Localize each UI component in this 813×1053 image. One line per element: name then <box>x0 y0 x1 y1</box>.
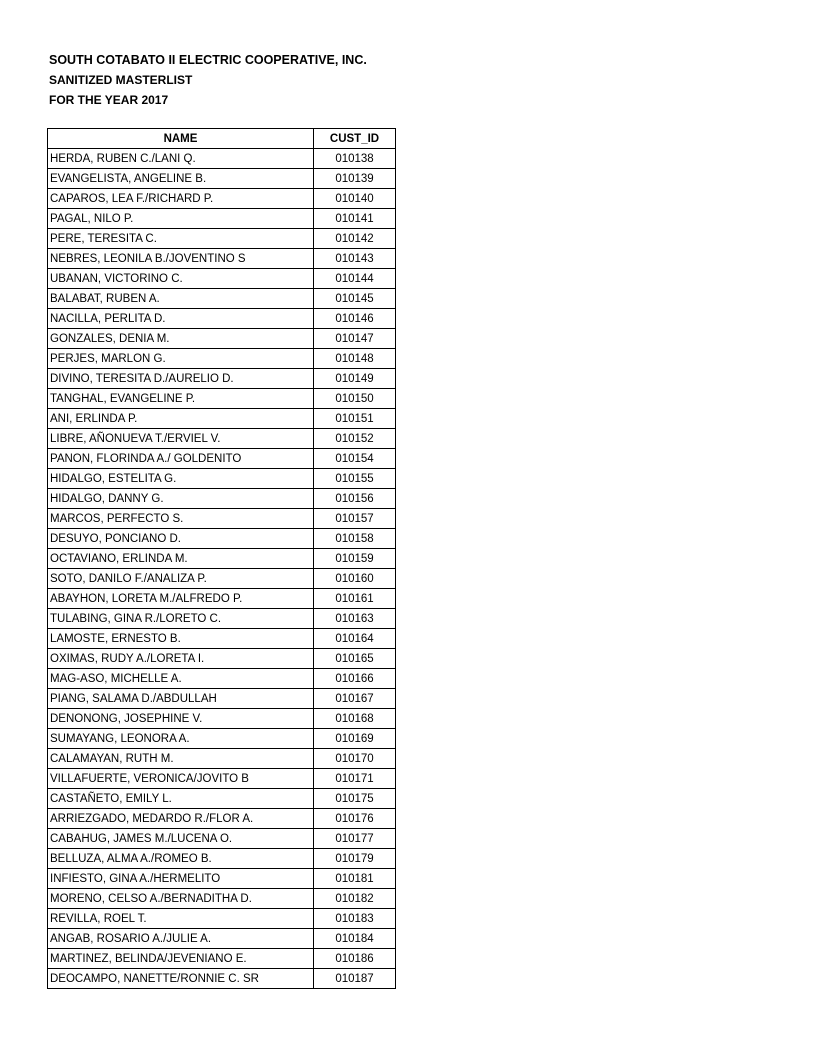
table-row <box>48 349 396 369</box>
cust-id-cell: 010144 <box>314 269 396 289</box>
table-row <box>48 689 396 709</box>
table-row <box>48 869 396 889</box>
masterlist-table <box>47 128 396 989</box>
name-cell: PANON, FLORINDA A./ GOLDENITO <box>48 449 314 469</box>
name-cell: PERE, TERESITA C. <box>48 229 314 249</box>
name-cell: DENONONG, JOSEPHINE V. <box>48 709 314 729</box>
name-cell: HIDALGO, ESTELITA G. <box>48 469 314 489</box>
table-row <box>48 249 396 269</box>
cust-id-cell: 010171 <box>314 769 396 789</box>
cust-id-cell: 010155 <box>314 469 396 489</box>
cust-id-cell: 010183 <box>314 909 396 929</box>
cust-id-cell: 010167 <box>314 689 396 709</box>
table-row <box>48 529 396 549</box>
name-cell: GONZALES, DENIA M. <box>48 329 314 349</box>
cust-id-cell: 010148 <box>314 349 396 369</box>
table-row <box>48 789 396 809</box>
table-row <box>48 809 396 829</box>
table-row <box>48 909 396 929</box>
table-row <box>48 709 396 729</box>
cust-id-cell: 010184 <box>314 929 396 949</box>
table-row <box>48 589 396 609</box>
cust-id-cell: 010138 <box>314 149 396 169</box>
cust-id-cell: 010175 <box>314 789 396 809</box>
table-row <box>48 629 396 649</box>
name-cell: PERJES, MARLON G. <box>48 349 314 369</box>
cust-id-cell: 010154 <box>314 449 396 469</box>
table-row <box>48 369 396 389</box>
name-cell: UBANAN, VICTORINO C. <box>48 269 314 289</box>
cust-id-cell: 010163 <box>314 609 396 629</box>
table-row <box>48 289 396 309</box>
table-row <box>48 509 396 529</box>
name-cell: NEBRES, LEONILA B./JOVENTINO S <box>48 249 314 269</box>
table-row <box>48 669 396 689</box>
name-cell: REVILLA, ROEL T. <box>48 909 314 929</box>
table-row <box>48 169 396 189</box>
name-cell: MARTINEZ, BELINDA/JEVENIANO E. <box>48 949 314 969</box>
cust-id-cell: 010147 <box>314 329 396 349</box>
cust-id-cell: 010168 <box>314 709 396 729</box>
document-header <box>49 50 367 110</box>
cust-id-cell: 010165 <box>314 649 396 669</box>
cust-id-cell: 010142 <box>314 229 396 249</box>
cust-id-cell: 010146 <box>314 309 396 329</box>
table-row <box>48 829 396 849</box>
cust-id-cell: 010139 <box>314 169 396 189</box>
name-cell: CABAHUG, JAMES M./LUCENA O. <box>48 829 314 849</box>
name-cell: LIBRE, AÑONUEVA T./ERVIEL V. <box>48 429 314 449</box>
name-cell: DEOCAMPO, NANETTE/RONNIE C. SR <box>48 969 314 989</box>
name-cell: CAPAROS, LEA F./RICHARD P. <box>48 189 314 209</box>
name-cell: EVANGELISTA, ANGELINE B. <box>48 169 314 189</box>
table-body <box>48 149 396 989</box>
table-row <box>48 929 396 949</box>
table-row <box>48 889 396 909</box>
cust-id-cell: 010149 <box>314 369 396 389</box>
table-row <box>48 449 396 469</box>
table-row <box>48 229 396 249</box>
name-cell: CASTAÑETO, EMILY L. <box>48 789 314 809</box>
name-cell: INFIESTO, GINA A./HERMELITO <box>48 869 314 889</box>
name-cell: MORENO, CELSO A./BERNADITHA D. <box>48 889 314 909</box>
table-header-row <box>48 129 396 149</box>
cust-id-cell: 010150 <box>314 389 396 409</box>
name-cell: SUMAYANG, LEONORA A. <box>48 729 314 749</box>
cust-id-cell: 010179 <box>314 849 396 869</box>
name-cell: ANI, ERLINDA P. <box>48 409 314 429</box>
table-row <box>48 409 396 429</box>
cust-id-cell: 010164 <box>314 629 396 649</box>
table-row <box>48 389 396 409</box>
name-cell: ABAYHON, LORETA M./ALFREDO P. <box>48 589 314 609</box>
name-cell: CALAMAYAN, RUTH M. <box>48 749 314 769</box>
cust-id-cell: 010140 <box>314 189 396 209</box>
cust-id-cell: 010176 <box>314 809 396 829</box>
name-cell: NACILLA, PERLITA D. <box>48 309 314 329</box>
name-cell: ARRIEZGADO, MEDARDO R./FLOR A. <box>48 809 314 829</box>
table-row <box>48 469 396 489</box>
name-cell: HIDALGO, DANNY G. <box>48 489 314 509</box>
name-cell: TANGHAL, EVANGELINE P. <box>48 389 314 409</box>
name-cell: PIANG, SALAMA D./ABDULLAH <box>48 689 314 709</box>
name-cell: BALABAT, RUBEN A. <box>48 289 314 309</box>
cust-id-cell: 010170 <box>314 749 396 769</box>
table-row <box>48 769 396 789</box>
table-row <box>48 269 396 289</box>
name-cell: OXIMAS, RUDY A./LORETA I. <box>48 649 314 669</box>
cust-id-cell: 010169 <box>314 729 396 749</box>
table-row <box>48 969 396 989</box>
table-row <box>48 649 396 669</box>
table-row <box>48 209 396 229</box>
name-cell: ANGAB, ROSARIO A./JULIE A. <box>48 929 314 949</box>
table-row <box>48 849 396 869</box>
name-cell: PAGAL, NILO P. <box>48 209 314 229</box>
year-line: FOR THE YEAR 2017 <box>49 93 169 107</box>
table-row <box>48 749 396 769</box>
name-cell: MARCOS, PERFECTO S. <box>48 509 314 529</box>
name-cell: OCTAVIANO, ERLINDA M. <box>48 549 314 569</box>
cust-id-cell: 010152 <box>314 429 396 449</box>
cust-id-cell: 010143 <box>314 249 396 269</box>
table-row <box>48 329 396 349</box>
table-row <box>48 149 396 169</box>
name-cell: HERDA, RUBEN C./LANI Q. <box>48 149 314 169</box>
table-row <box>48 949 396 969</box>
table-row <box>48 609 396 629</box>
company-title: SOUTH COTABATO II ELECTRIC COOPERATIVE, INC. <box>49 53 367 67</box>
cust-id-cell: 010159 <box>314 549 396 569</box>
table-row <box>48 429 396 449</box>
cust-id-cell: 010156 <box>314 489 396 509</box>
name-cell: TULABING, GINA R./LORETO C. <box>48 609 314 629</box>
cust-id-cell: 010141 <box>314 209 396 229</box>
cust-id-cell: 010182 <box>314 889 396 909</box>
table-row <box>48 549 396 569</box>
column-header-name: NAME <box>48 129 314 149</box>
table-row <box>48 489 396 509</box>
cust-id-cell: 010181 <box>314 869 396 889</box>
name-cell: BELLUZA, ALMA A./ROMEO B. <box>48 849 314 869</box>
document-subtitle: SANITIZED MASTERLIST <box>49 73 193 87</box>
cust-id-cell: 010160 <box>314 569 396 589</box>
name-cell: LAMOSTE, ERNESTO B. <box>48 629 314 649</box>
cust-id-cell: 010187 <box>314 969 396 989</box>
table-row <box>48 569 396 589</box>
cust-id-cell: 010161 <box>314 589 396 609</box>
name-cell: VILLAFUERTE, VERONICA/JOVITO B <box>48 769 314 789</box>
name-cell: MAG-ASO, MICHELLE A. <box>48 669 314 689</box>
cust-id-cell: 010166 <box>314 669 396 689</box>
cust-id-cell: 010151 <box>314 409 396 429</box>
cust-id-cell: 010186 <box>314 949 396 969</box>
table-row <box>48 189 396 209</box>
name-cell: DESUYO, PONCIANO D. <box>48 529 314 549</box>
name-cell: SOTO, DANILO F./ANALIZA P. <box>48 569 314 589</box>
cust-id-cell: 010158 <box>314 529 396 549</box>
cust-id-cell: 010145 <box>314 289 396 309</box>
column-header-cust-id: CUST_ID <box>314 129 396 149</box>
table-row <box>48 309 396 329</box>
table-row <box>48 729 396 749</box>
cust-id-cell: 010157 <box>314 509 396 529</box>
cust-id-cell: 010177 <box>314 829 396 849</box>
name-cell: DIVINO, TERESITA D./AURELIO D. <box>48 369 314 389</box>
